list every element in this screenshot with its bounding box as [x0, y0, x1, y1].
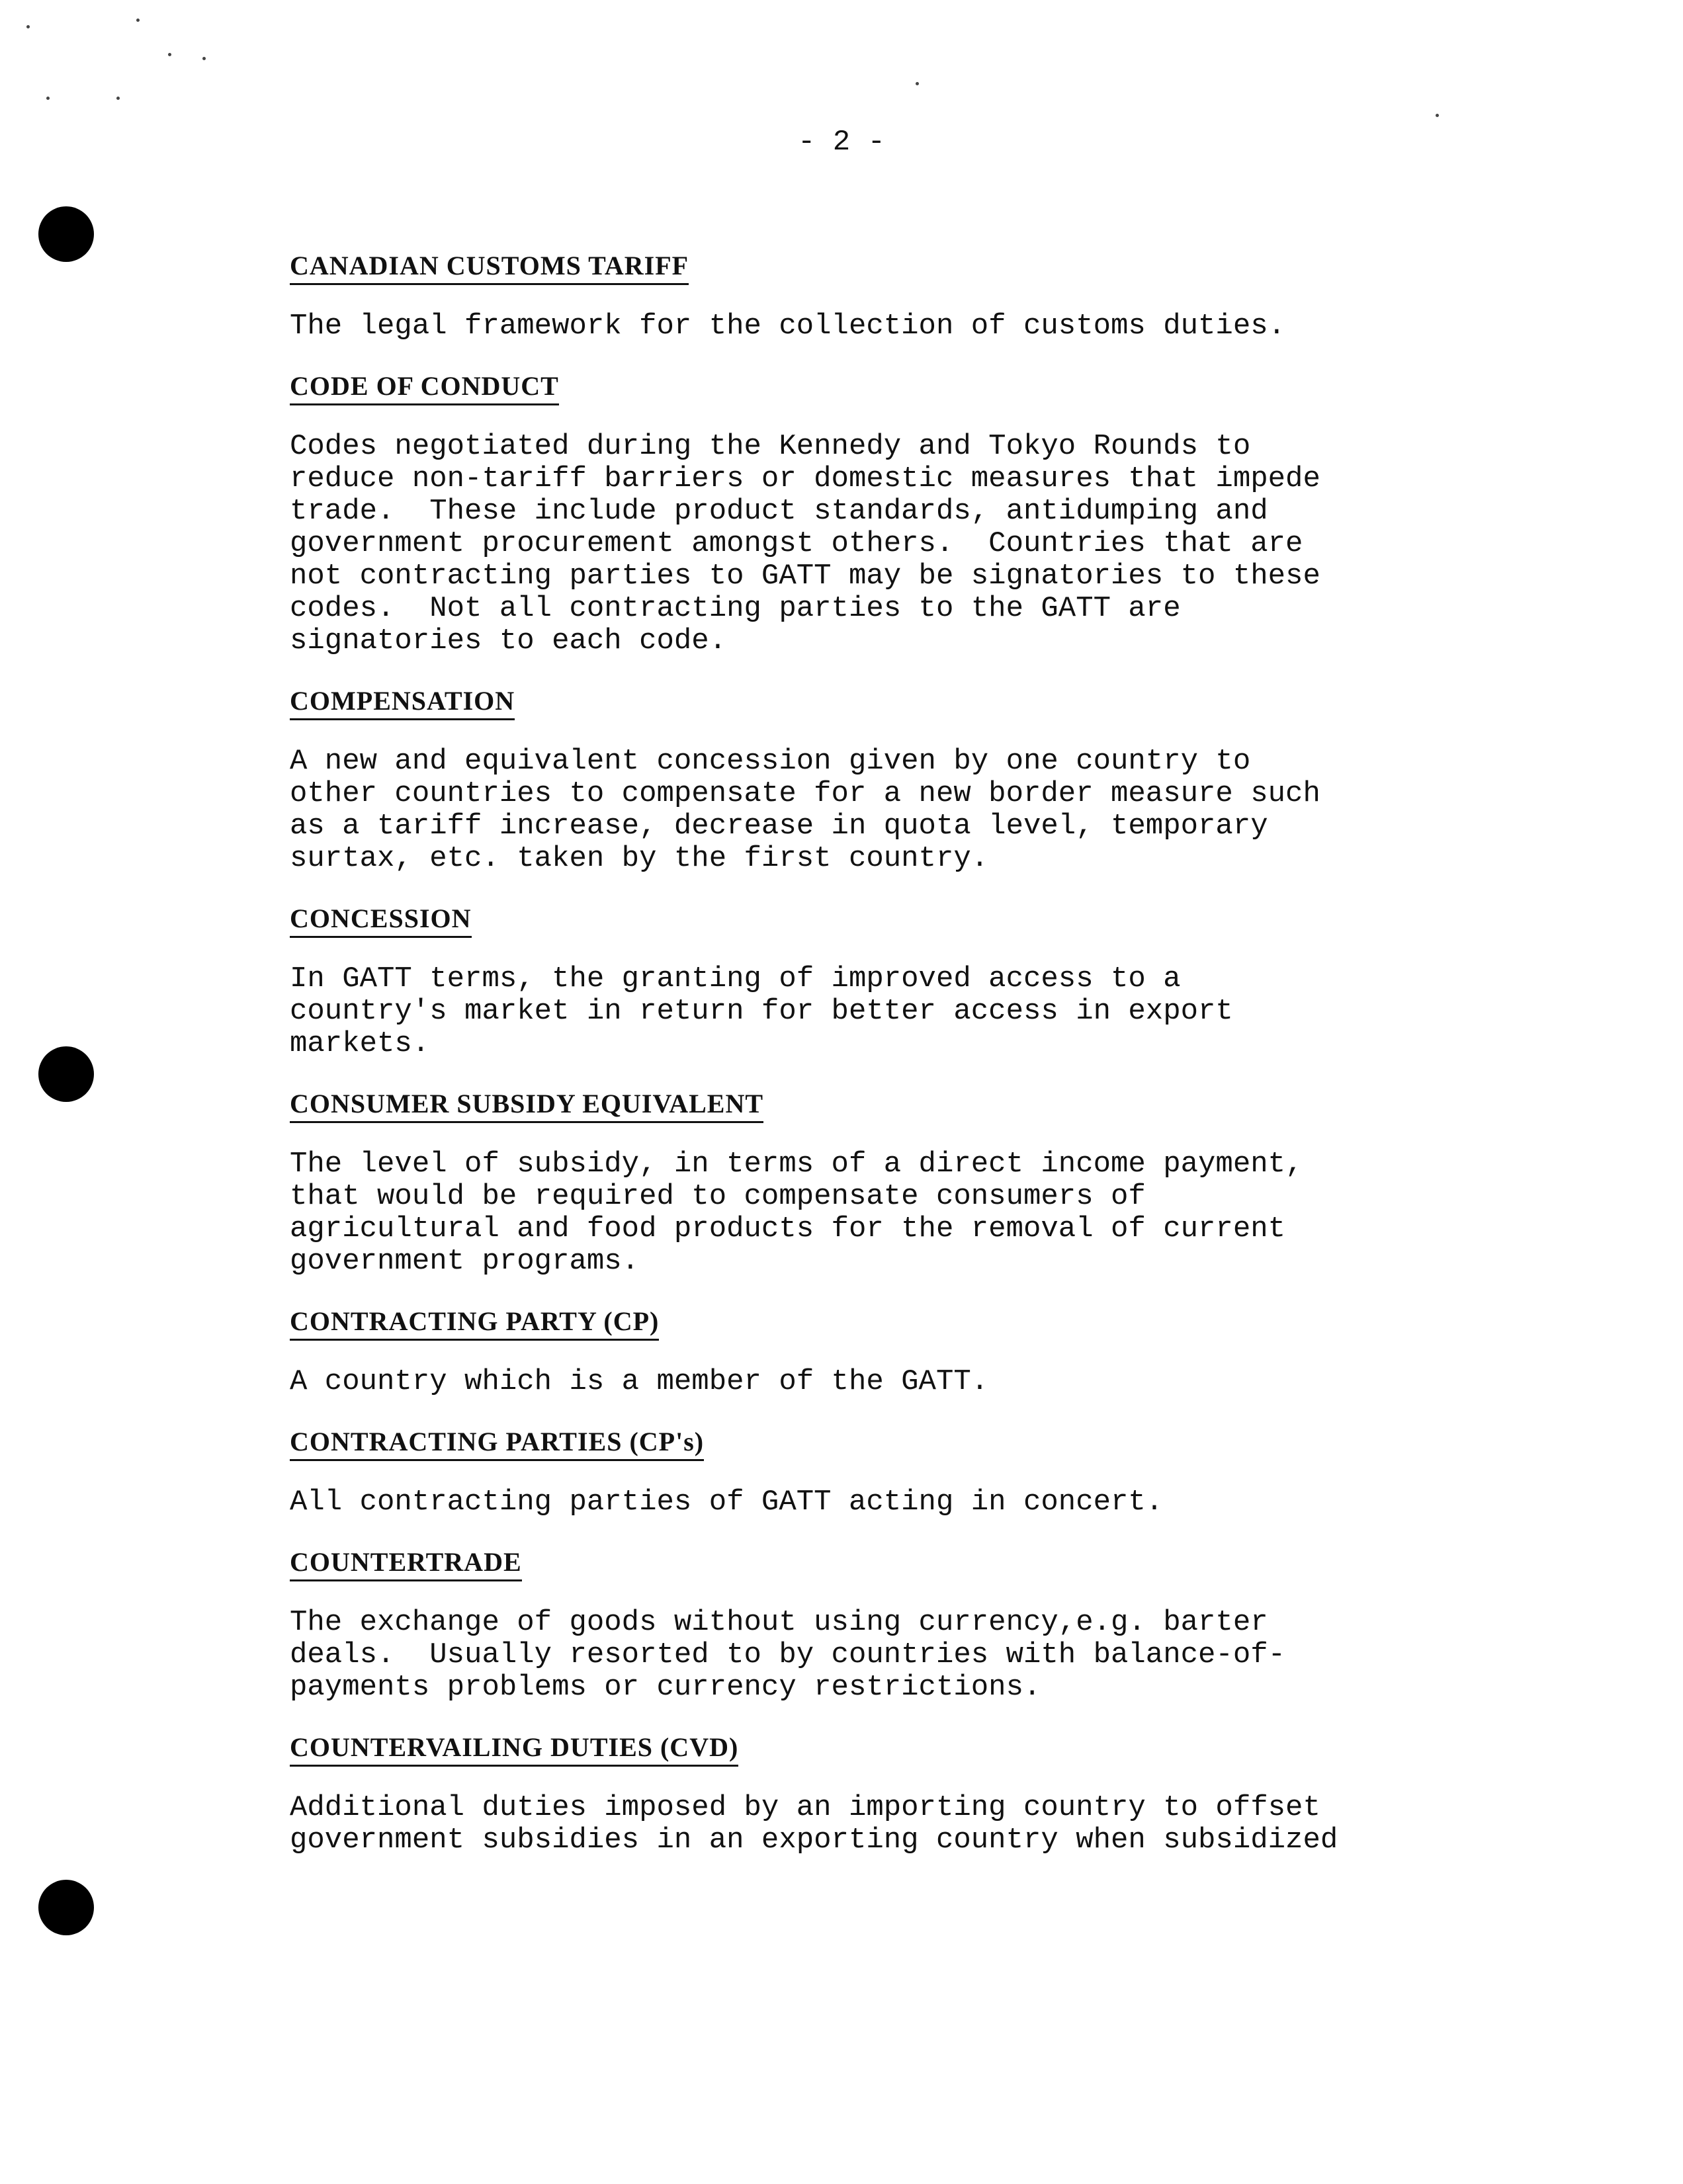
glossary-term: COUNTERTRADE [290, 1546, 522, 1581]
glossary-entry [290, 903, 1514, 1060]
glossary-definition: Additional duties imposed by an importing country to offset government subsidies in an exporting country when subsidized [290, 1791, 1338, 1857]
scan-speck [136, 19, 140, 22]
glossary-body [290, 250, 1514, 1884]
glossary-term: COUNTERVAILING DUTIES (CVD) [290, 1732, 738, 1767]
scan-speck [26, 25, 30, 28]
glossary-term: CONCESSION [290, 903, 472, 938]
glossary-entry [290, 1546, 1514, 1704]
glossary-definition: All contracting parties of GATT acting in concert. [290, 1486, 1164, 1519]
glossary-term: CANADIAN CUSTOMS TARIFF [290, 250, 689, 285]
glossary-definition: In GATT terms, the granting of improved access to a country's market in return for better access in export markets. [290, 962, 1233, 1060]
scan-speck [46, 97, 50, 100]
glossary-definition: The legal framework for the collection of customs duties. [290, 310, 1286, 343]
binder-hole [38, 206, 94, 262]
scan-speck [116, 97, 120, 100]
glossary-term: CODE OF CONDUCT [290, 370, 559, 405]
glossary-term: CONSUMER SUBSIDY EQUIVALENT [290, 1088, 763, 1123]
glossary-entry [290, 1306, 1514, 1398]
glossary-term: COMPENSATION [290, 685, 515, 720]
glossary-entry [290, 1088, 1514, 1278]
binder-hole [38, 1880, 94, 1935]
glossary-definition: A country which is a member of the GATT. [290, 1365, 989, 1398]
glossary-entry [290, 370, 1514, 657]
glossary-entry [290, 685, 1514, 875]
glossary-definition: A new and equivalent concession given by one country to other countries to compensate for a new border measure such as a tariff increase, decrease in quota level, temporary surtax, etc. taken by the first country. [290, 745, 1320, 875]
glossary-definition: The exchange of goods without using currency,e.g. barter deals. Usually resorted to by countries with balance-of- payments problems or currency restrictions. [290, 1606, 1286, 1704]
glossary-definition: Codes negotiated during the Kennedy and Tokyo Rounds to reduce non-tariff barriers or domestic measures that impede trade. These include product standards, antidumping and government procurement amongst others. Countries that are not contracting parties to GATT may be signatories to these codes. Not all contracting parties to the GATT are signatories to each code. [290, 430, 1320, 657]
scan-speck [168, 53, 171, 56]
glossary-entry [290, 250, 1514, 343]
glossary-term: CONTRACTING PARTIES (CP's) [290, 1426, 704, 1461]
glossary-definition: The level of subsidy, in terms of a direct income payment, that would be required to compensate consumers of agricultural and food products for the removal of current government programs. [290, 1148, 1303, 1278]
scan-speck [916, 82, 919, 85]
scan-speck [202, 57, 206, 60]
binder-hole [38, 1046, 94, 1102]
glossary-entry [290, 1426, 1514, 1519]
page-number: - 2 - [797, 126, 886, 159]
glossary-term: CONTRACTING PARTY (CP) [290, 1306, 659, 1341]
scan-speck [1436, 114, 1439, 117]
glossary-entry [290, 1732, 1514, 1857]
